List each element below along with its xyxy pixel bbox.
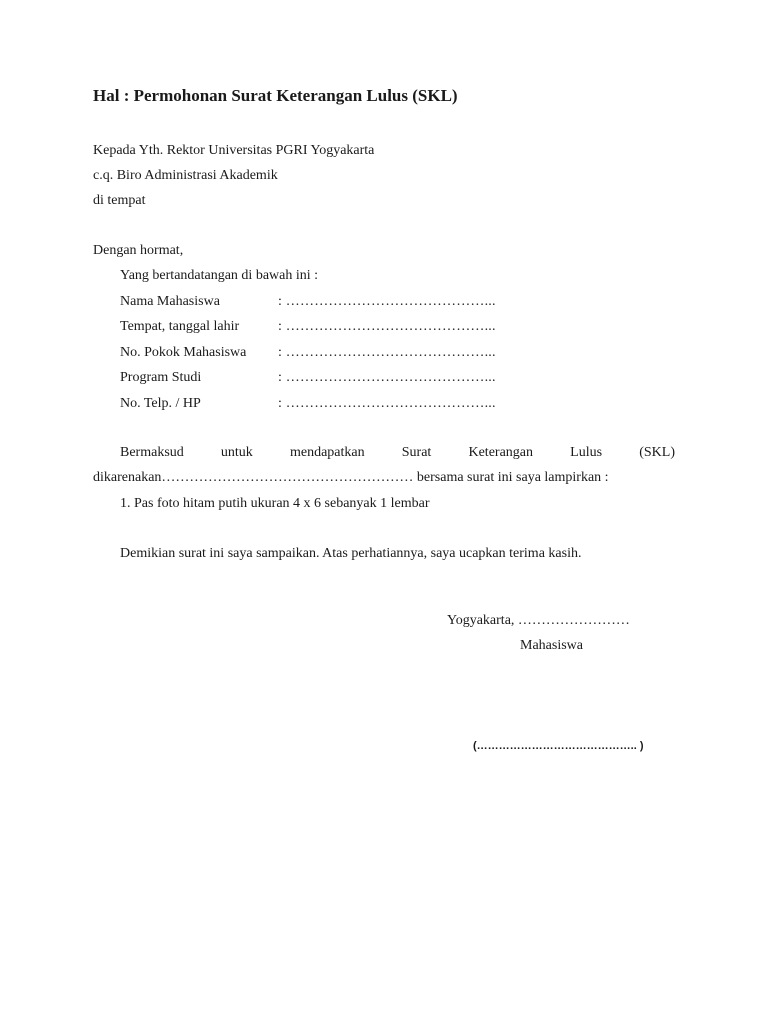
body-word: (SKL) bbox=[639, 445, 675, 460]
body-word: Keterangan bbox=[468, 445, 534, 460]
intro-text: Yang bertandatangan di bawah ini : bbox=[120, 268, 319, 283]
recipient-line-1: Kepada Yth. Rektor Universitas PGRI Yogyakarta bbox=[93, 143, 375, 158]
field-label-prodi: Program Studi bbox=[120, 370, 202, 385]
signature-role: Mahasiswa bbox=[520, 638, 583, 653]
field-value-telp: : ……………………………………... bbox=[278, 396, 496, 411]
field-value-nama: : ……………………………………... bbox=[278, 294, 496, 309]
body-word: Surat bbox=[401, 445, 432, 460]
body-word: mendapatkan bbox=[289, 445, 365, 460]
salutation: Dengan hormat, bbox=[93, 243, 184, 258]
field-label-nama: Nama Mahasiswa bbox=[120, 294, 220, 309]
letter-subject: Hal : Permohonan Surat Keterangan Lulus (SKL) bbox=[93, 86, 458, 105]
field-label-ttl: Tempat, tanggal lahir bbox=[120, 319, 240, 334]
field-label-npm: No. Pokok Mahasiswa bbox=[120, 345, 247, 360]
recipient-line-2: c.q. Biro Administrasi Akademik bbox=[93, 168, 278, 183]
signature-place-date: Yogyakarta, …………………… bbox=[447, 613, 630, 628]
body-word: untuk bbox=[220, 445, 253, 460]
field-value-ttl: : ……………………………………... bbox=[278, 319, 496, 334]
field-value-npm: : ……………………………………... bbox=[278, 345, 496, 360]
attachment-item: 1. Pas foto hitam putih ukuran 4 x 6 sebanyak 1 lembar bbox=[120, 496, 430, 511]
body-paragraph-line-2: dikarenakan……………………………………………… bersama surat ini saya lampirkan : bbox=[93, 470, 609, 485]
field-label-telp: No. Telp. / HP bbox=[120, 396, 201, 411]
signature-name-placeholder: (…………………………………….. ) bbox=[473, 740, 644, 752]
field-value-prodi: : ……………………………………... bbox=[278, 370, 496, 385]
recipient-line-3: di tempat bbox=[93, 193, 146, 208]
body-paragraph-line-1 bbox=[120, 444, 675, 462]
closing-sentence: Demikian surat ini saya sampaikan. Atas perhatiannya, saya ucapkan terima kasih. bbox=[120, 546, 582, 561]
body-word: Lulus bbox=[570, 445, 603, 460]
body-word: Bermaksud bbox=[120, 445, 184, 460]
